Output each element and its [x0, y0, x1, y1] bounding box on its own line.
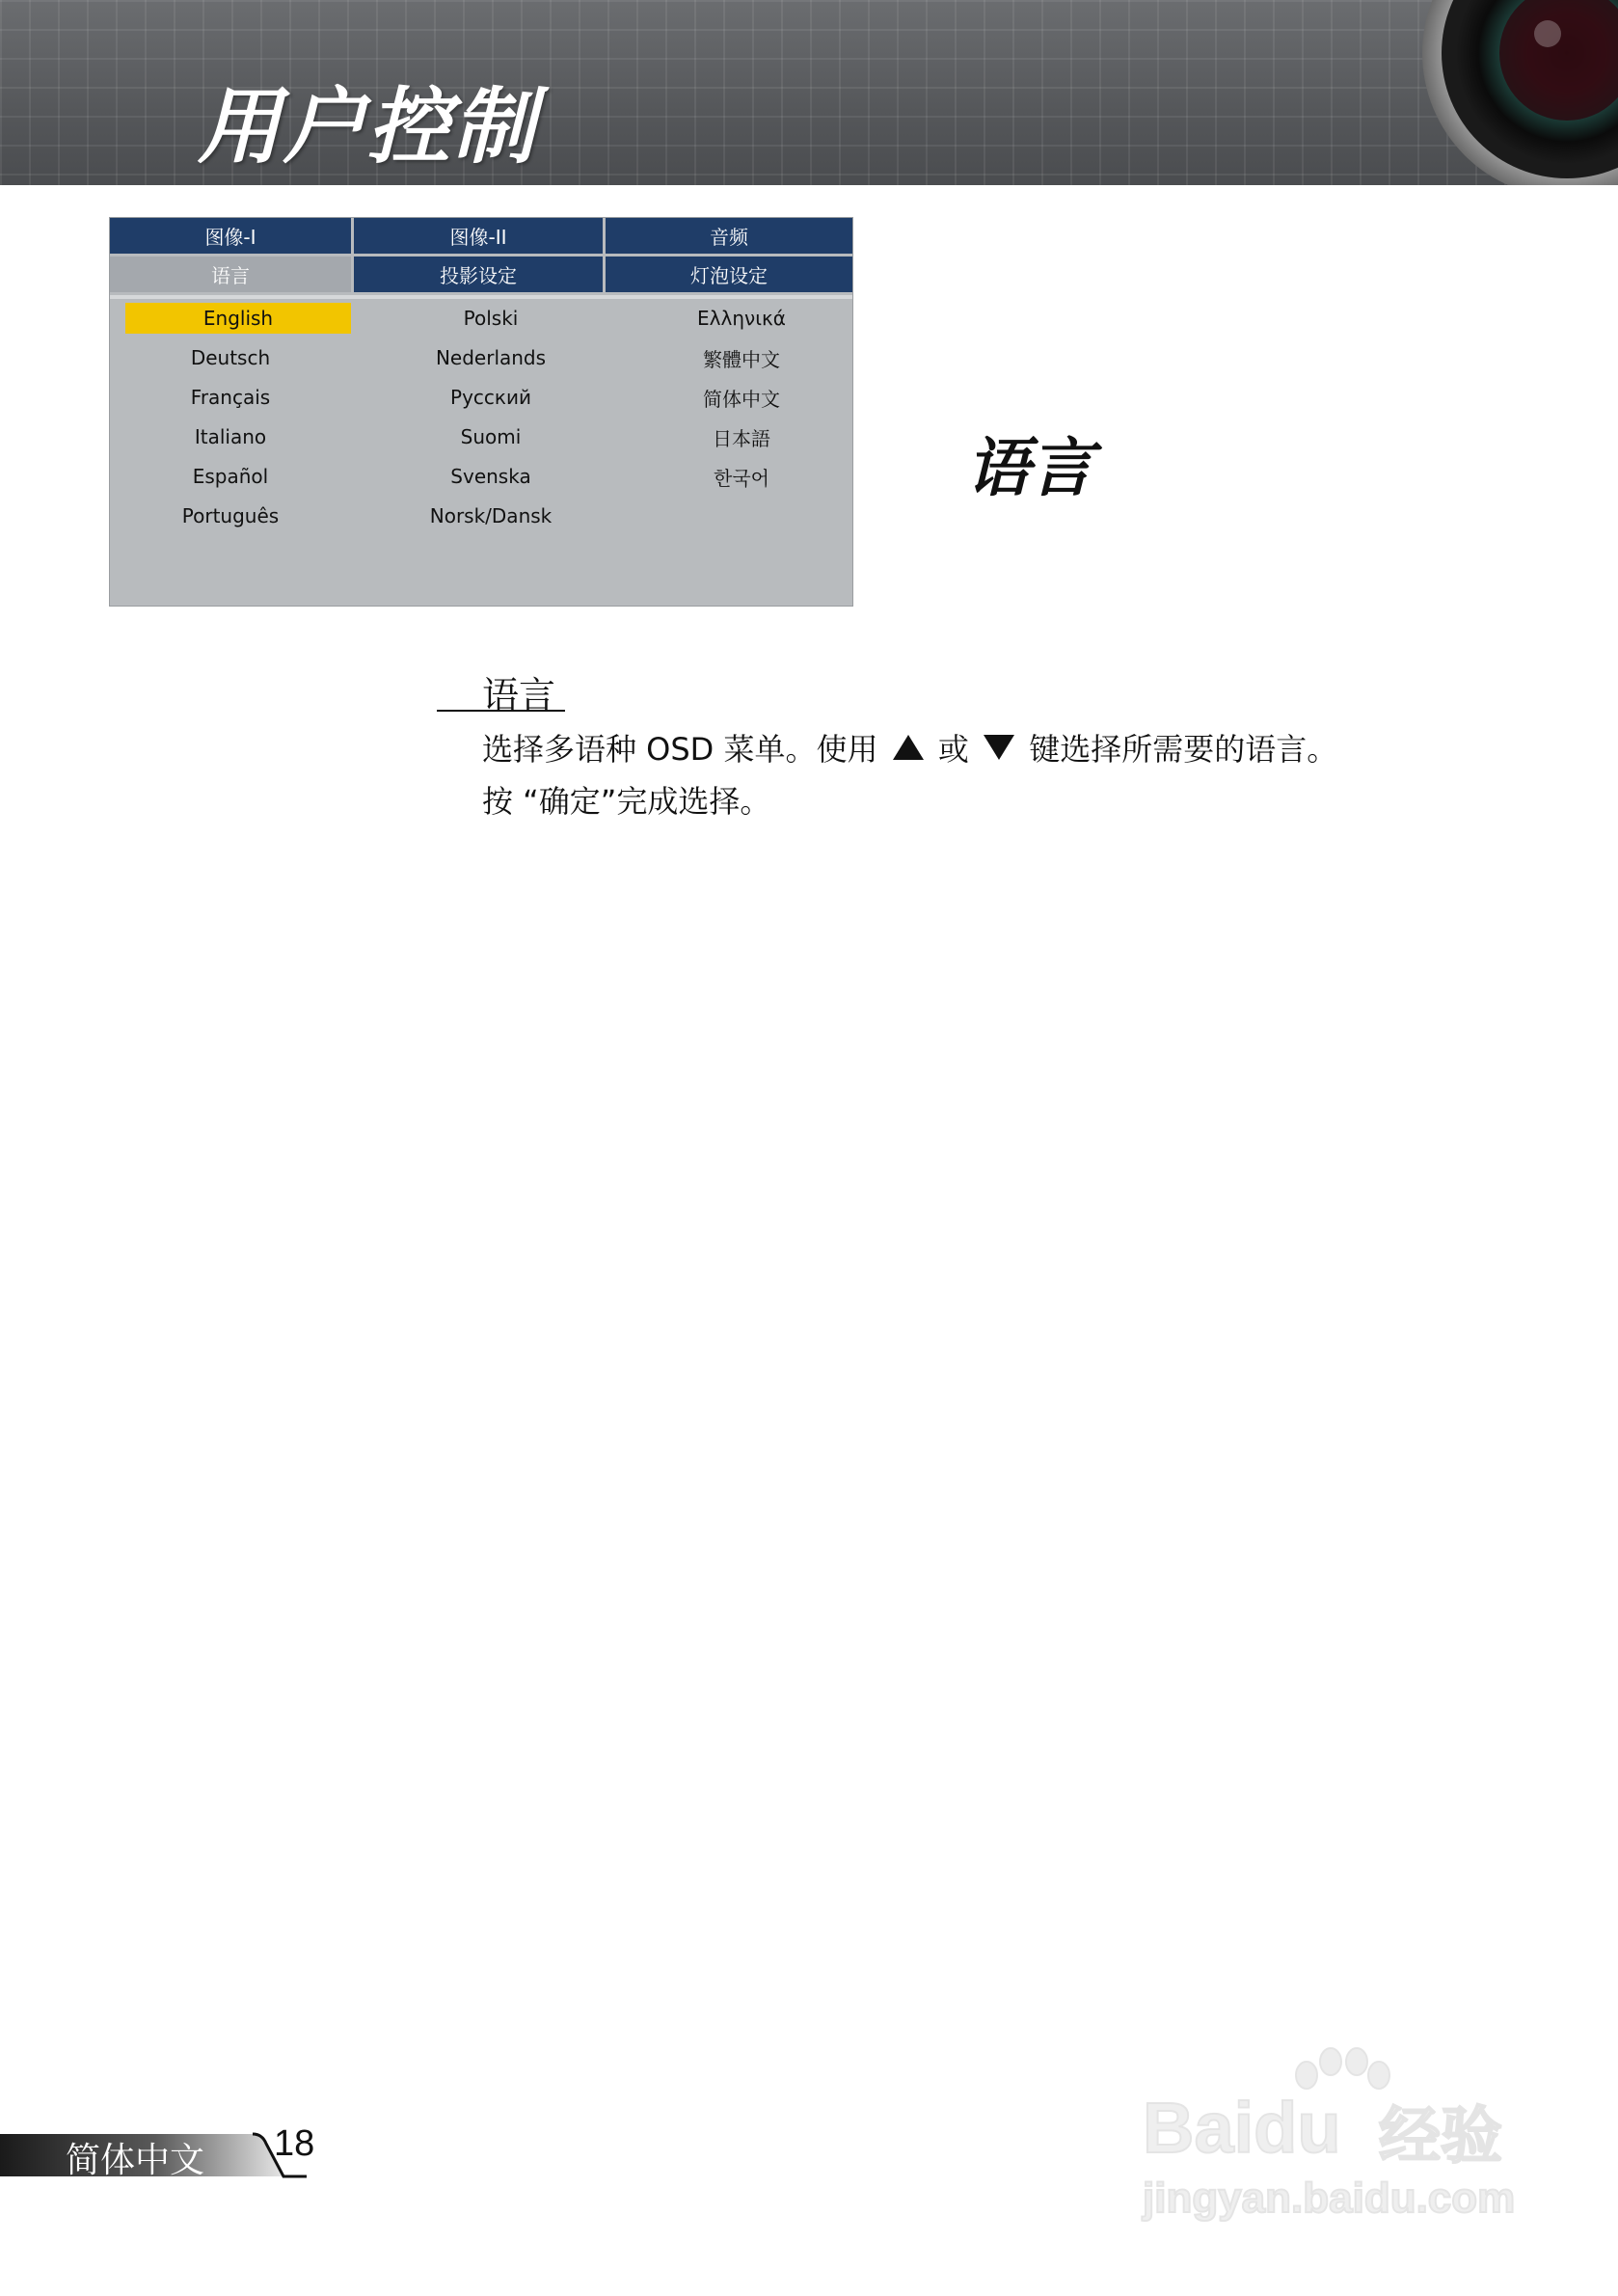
language-option-traditional-chinese[interactable]: 繁體中文: [703, 347, 780, 371]
tab-projection-settings[interactable]: 投影设定: [354, 257, 603, 292]
instruction-line-2: 按 “确定”完成选择。: [482, 783, 771, 820]
instruction-line-1: [482, 725, 1337, 770]
projector-lens-image: [1389, 0, 1618, 185]
header-banner: [0, 0, 1618, 185]
osd-menu-panel: [109, 217, 853, 607]
osd-tab-bar: [110, 218, 852, 297]
language-option-deutsch[interactable]: Deutsch: [190, 346, 271, 369]
down-triangle-icon: [983, 733, 1015, 770]
language-option-italiano[interactable]: Italiano: [194, 425, 267, 448]
up-triangle-icon: [892, 733, 925, 770]
page-title: 用户控制: [198, 79, 537, 176]
language-option-greek[interactable]: Ελληνικά: [697, 307, 786, 330]
tab-image-2[interactable]: 图像-II: [354, 218, 603, 254]
language-option-simplified-chinese[interactable]: 简体中文: [703, 387, 780, 411]
language-option-russian[interactable]: Русский: [450, 386, 531, 409]
language-option-japanese[interactable]: 日本語: [713, 426, 770, 450]
language-option-portugues[interactable]: Português: [181, 504, 280, 527]
language-option-svenska[interactable]: Svenska: [450, 465, 531, 488]
baidu-jingyan-watermark: [1143, 2044, 1528, 2237]
language-option-polski[interactable]: Polski: [463, 307, 519, 330]
tab-lamp-settings[interactable]: 灯泡设定: [606, 257, 852, 292]
tab-audio[interactable]: 音频: [606, 218, 852, 254]
tab-language[interactable]: 语言: [110, 257, 351, 292]
language-option-francais[interactable]: Français: [190, 386, 271, 409]
page-number: 18: [274, 2123, 315, 2164]
section-heading: 语言: [482, 674, 556, 716]
language-option-espanol[interactable]: Español: [192, 465, 269, 488]
instruction-text-a: 选择多语种 OSD 菜单。使用: [482, 731, 878, 768]
tab-image-1[interactable]: 图像-I: [110, 218, 351, 254]
language-option-english[interactable]: English: [125, 303, 351, 334]
footer-language-label: 简体中文: [66, 2141, 205, 2180]
language-option-suomi[interactable]: Suomi: [460, 425, 522, 448]
section-heading-underline: [437, 665, 565, 716]
instruction-text-c: 键选择所需要的语言。: [1029, 731, 1338, 768]
watermark-jingyan: 经验: [1379, 2101, 1502, 2173]
language-option-norsk-dansk[interactable]: Norsk/Dansk: [429, 504, 553, 527]
language-option-korean[interactable]: 한국어: [714, 466, 769, 490]
language-option-nederlands[interactable]: Nederlands: [435, 346, 547, 369]
watermark-brand: Baidu: [1143, 2088, 1341, 2168]
watermark-url: jingyan.baidu.com: [1143, 2174, 1516, 2222]
osd-divider: [110, 295, 852, 299]
section-side-title: 语言: [966, 431, 1093, 505]
instruction-text-b: 或: [937, 731, 969, 768]
